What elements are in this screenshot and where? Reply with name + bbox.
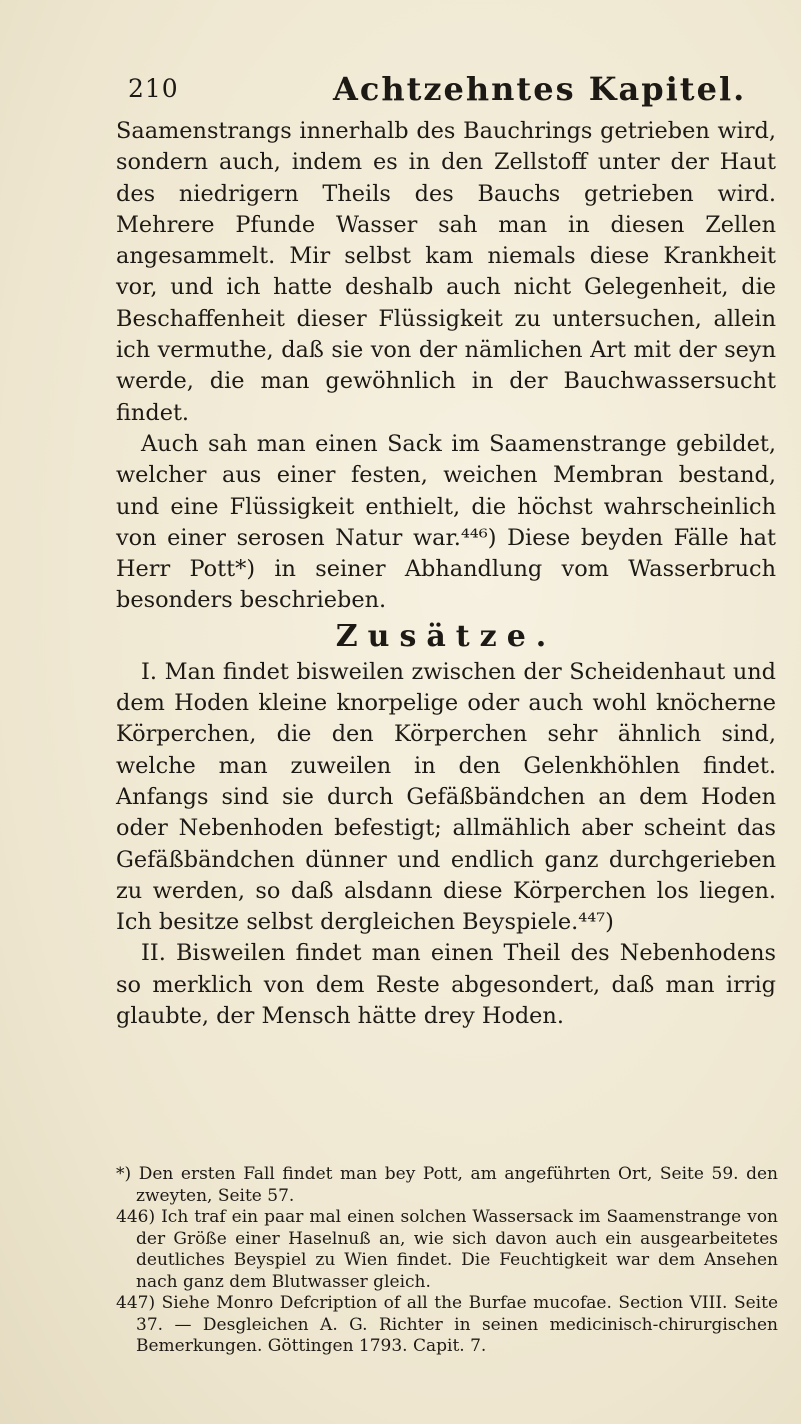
page-number: 210 [128,74,179,103]
footnotes [116,1164,778,1358]
main-text [116,116,776,1032]
page-header [128,70,768,114]
footnote: 447) Siehe Monro Defcription of all the Burfae mucofae. Section VIII. Seite 37. — Desgleichen A. G. Richter in seinen medicinisch-chirurgischen Bemerkungen. Göttingen 1793. Capit. 7. [116,1293,778,1356]
paragraph: I. Man findet bisweilen zwischen der Scheidenhaut und dem Hoden kleine knorpelige oder auch wohl knöcherne Körperchen, die den Körperchen sehr ähnlich sind, welche man zuweilen in den Gelenkhöhlen findet. Anfangs sind sie durch Gefäßbändchen an dem Hoden oder Nebenhoden befestigt; allmählich aber scheint das Gefäßbändchen dünner und endlich ganz durchgerieben zu werden, so daß alsdann diese Körperchen los liegen. Ich besitze selbst dergleichen Beyspiele.⁴⁴⁷) [116,658,776,936]
paragraph: Saamenstrangs innerhalb des Bauchrings getrieben wird, sondern auch, indem es in den Zellstoff unter der Haut des niedrigern Theils des Bauchs getrieben wird. Mehrere Pfunde Wasser sah man in diesen Zellen angesammelt. Mir selbst kam niemals diese Krankheit vor, und ich hatte deshalb auch nicht Gelegenheit, die Beschaffenheit dieser Flüssigkeit zu untersuchen, allein ich vermuthe, daß sie von der nämlichen Art mit der seyn werde, die man gewöhnlich in der Bauchwassersucht findet. [116,118,776,426]
paragraph: Auch sah man einen Sack im Saamenstrange gebildet, welcher aus einer festen, weichen Membran bestand, und eine Flüssigkeit enthielt, die höchst wahrscheinlich von einer serosen Natur war.⁴⁴⁶) Diese beyden Fälle hat Herr Pott*) in seiner Abhandlung vom Wasserbruch besonders beschrieben. [116,430,776,614]
footnote: *) Den ersten Fall findet man bey Pott, am angeführten Ort, Seite 59. den zweyten, Seite 57. [116,1164,778,1206]
section-heading: Zusätze. [335,618,557,654]
running-title: Achtzehntes Kapitel. [333,70,747,108]
footnote: 446) Ich traf ein paar mal einen solchen Wassersack im Saamenstrange von der Größe einer Haselnuß an, wie sich davon auch ein ausgearbeitetes deutliches Beyspiel zu Wien findet. Die Feuchtigkeit war dem Ansehen nach ganz dem Blutwasser gleich. [116,1207,778,1292]
paragraph: II. Bisweilen findet man einen Theil des Nebenhodens so merklich von dem Reste abgesondert, daß man irrig glaubte, der Mensch hätte drey Hoden. [116,940,776,1030]
